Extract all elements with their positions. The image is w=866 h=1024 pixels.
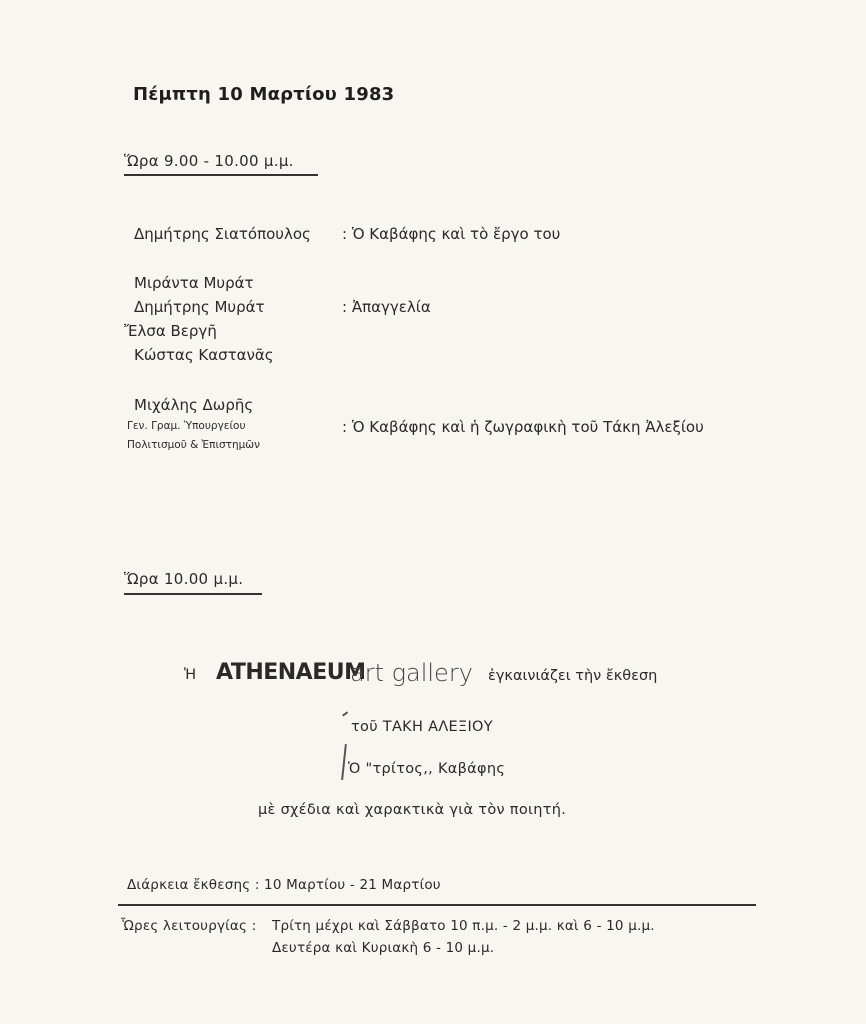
gallery-prefix: Ἡ	[184, 667, 197, 683]
session2-time: Ὥρα 10.00 μ.μ.	[124, 570, 244, 588]
speaker-name: Δημήτρης Σιατόπουλος	[134, 225, 311, 243]
performer-name: Δημήτρης Μυράτ	[134, 298, 265, 316]
session2-time-underline	[124, 593, 262, 595]
hours-weekend: Δευτέρα καὶ Κυριακὴ 6 - 10 μ.μ.	[272, 940, 495, 956]
exhibit-duration: Διάρκεια ἔκθεσης : 10 Μαρτίου - 21 Μαρτίου	[127, 877, 441, 893]
recitation-topic: : Ἀπαγγελία	[342, 298, 431, 316]
handwritten-mark	[341, 744, 346, 780]
speaker-topic: : Ὁ Καβάφης καὶ τὸ ἔργο του	[342, 225, 561, 243]
exhibit-title: Ὁ "τρίτος,, Καβάφης	[348, 761, 506, 777]
session1-time-underline	[124, 174, 318, 176]
artist-name: τοῦ ΤΑΚΗ ΑΛΕΞΙΟΥ	[351, 719, 493, 735]
date-heading: Πέμπτη 10 Μαρτίου 1983	[133, 84, 395, 105]
session1-time: Ὥρα 9.00 - 10.00 μ.μ.	[124, 152, 294, 170]
handwritten-mark	[342, 711, 348, 716]
gallery-logo-art-gallery: art gallery	[350, 659, 473, 687]
speaker-name: Μιχάλης Δωρῆς	[134, 396, 254, 414]
performer-name: Κώστας Καστανᾶς	[134, 346, 274, 364]
speaker-title: Γεν. Γραμ. Ὑπουργείου	[127, 420, 246, 432]
footer-divider	[118, 904, 756, 906]
exhibit-description: μὲ σχέδια καὶ χαρακτικὰ γιὰ τὸν ποιητή.	[258, 802, 567, 818]
gallery-opens-text: ἐγκαινιάζει τὴν ἔκθεση	[488, 668, 658, 684]
hours-label: Ὧρες λειτουργίας :	[121, 918, 257, 934]
performer-name: Ἔλσα Βεργῆ	[124, 322, 217, 340]
performer-name: Μιράντα Μυράτ	[134, 274, 254, 292]
speaker-topic: : Ὁ Καβάφης καὶ ἡ ζωγραφικὴ τοῦ Τάκη Ἀλεξίου	[342, 418, 704, 436]
speaker-title: Πολιτισμοῦ & Ἐπιστημῶν	[127, 439, 260, 451]
hours-weekdays: Τρίτη μέχρι καὶ Σάββατο 10 π.μ. - 2 μ.μ. καὶ 6 - 10 μ.μ.	[272, 918, 655, 934]
gallery-logo-athenaeum: ATHENAEUM	[216, 660, 366, 685]
